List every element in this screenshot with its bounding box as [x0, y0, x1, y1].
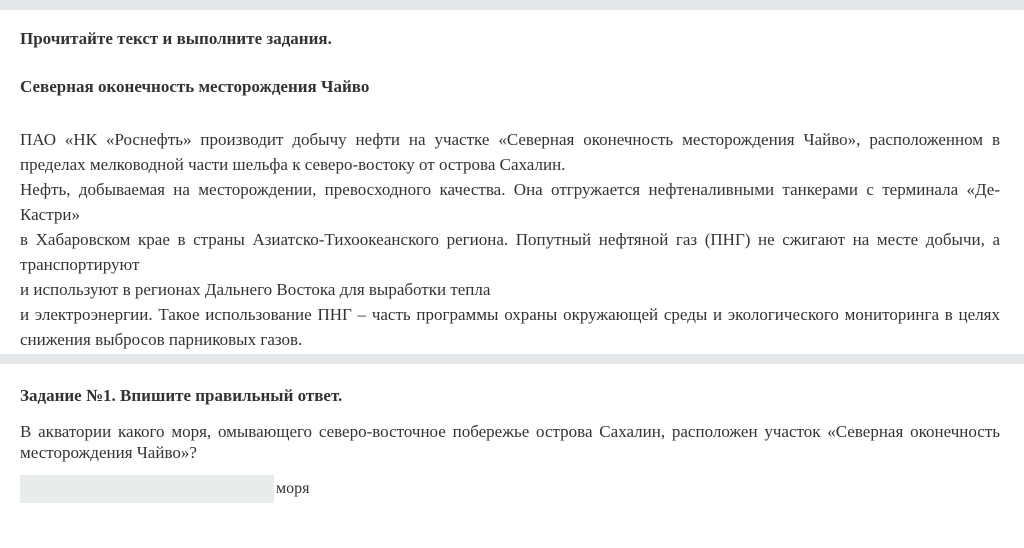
- text-paragraph: и используют в регионах Дальнего Востока для выработки тепла: [20, 280, 491, 299]
- text-title: Северная оконечность месторождения Чайво: [20, 77, 370, 96]
- section-divider: [0, 354, 1024, 364]
- instructions-heading: Прочитайте текст и выполните задания.: [20, 29, 332, 48]
- answer-row: [20, 475, 1000, 503]
- task-1-title: Задание №1. Впишите правильный ответ.: [20, 386, 343, 405]
- top-divider: [0, 0, 1024, 10]
- text-paragraph: и электроэнергии. Такое использование ПНГ – часть программы охраны окружающей среды и экологического мониторинга в целях снижения выбросов парниковых газов.: [20, 305, 1000, 349]
- task-1-question: В акватории какого моря, омывающего северо-восточное побережье острова Сахалин, расположен участок «Северная оконечность месторождения Чайво»?: [20, 422, 1000, 462]
- text-paragraph: ПАО «НК «Роснефть» производит добычу нефти на участке «Северная оконечность месторождения Чайво», расположенном в пределах мелководной части шельфа к северо-востоку от острова Сахалин.: [20, 130, 1000, 174]
- text-paragraph: в Хабаровском крае в страны Азиатско-Тихоокеанского региона. Попутный нефтяной газ (ПНГ) не сжигают на месте добычи, а транспортируют: [20, 230, 1000, 274]
- reading-text-section: [0, 10, 1024, 354]
- answer-suffix: моря: [276, 480, 310, 497]
- answer-input[interactable]: [20, 475, 274, 503]
- task-1-section: [0, 364, 1024, 503]
- text-paragraph: Нефть, добываемая на месторождении, превосходного качества. Она отгружается нефтеналивными танкерами с терминала «Де-Кастри»: [20, 180, 1000, 224]
